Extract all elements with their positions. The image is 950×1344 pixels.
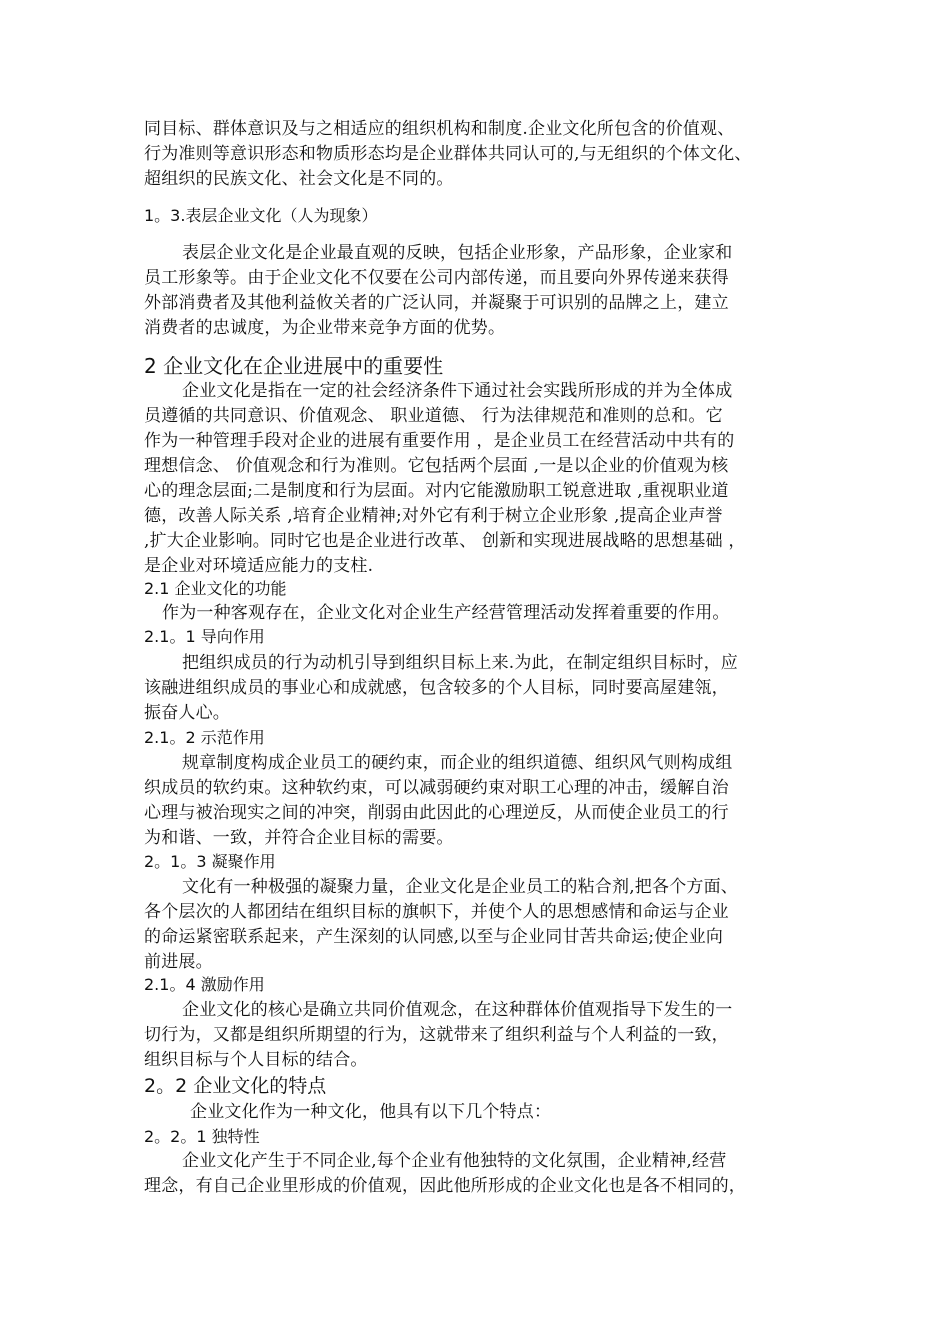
- text-line: 行为准则等意识形态和物质形态均是企业群体共同认可的,与无组织的个体文化、: [144, 144, 752, 164]
- text-line: 企业文化产生于不同企业,每个企业有他独特的文化氛围，企业精神,经营: [182, 1151, 727, 1171]
- text-line: 切行为，又都是组织所期望的行为，这就带来了组织利益与个人利益的一致，: [144, 1025, 729, 1045]
- text-line: 企业文化的核心是确立共同价值观念，在这种群体价值观指导下发生的一: [182, 1000, 733, 1020]
- text-line: 同目标、群体意识及与之相适应的组织机构和制度.企业文化所包含的价值观、: [144, 119, 735, 139]
- text-line: 外部消费者及其他利益攸关者的广泛认同，并凝聚于可识别的品牌之上，建立: [144, 293, 729, 313]
- text-line: 该融进组织成员的事业心和成就感，包含较多的个人目标，同时要高屋建瓴，: [144, 678, 729, 698]
- text-line: 超组织的民族文化、社会文化是不同的。: [144, 169, 454, 189]
- text-line: 消费者的忠诚度，为企业带来竞争方面的优势。: [144, 318, 506, 338]
- text-line: 各个层次的人都团结在组织目标的旗帜下，并使个人的思想感情和命运与企业: [144, 902, 729, 922]
- heading-2-1-2: 2.1。2 示范作用: [144, 728, 265, 747]
- text-line: 员遵循的共同意识、价值观念、 职业道德、 行为法律规范和准则的总和。它: [144, 406, 723, 426]
- text-line: 表层企业文化是企业最直观的反映，包括企业形象，产品形象，企业家和: [182, 243, 733, 263]
- text-line: 织成员的软约束。这种软约束，可以减弱硬约束对职工心理的冲击，缓解自治: [144, 778, 729, 798]
- text-line: 心理与被治现实之间的冲突，削弱由此因此的心理逆反，从而使企业员工的行: [144, 803, 729, 823]
- text-line: 员工形象等。由于企业文化不仅要在公司内部传递，而且要向外界传递来获得: [144, 268, 729, 288]
- text-line: 规章制度构成企业员工的硬约束，而企业的组织道德、组织风气则构成组: [182, 753, 733, 773]
- heading-2-2-1: 2。2。1 独特性: [144, 1127, 260, 1146]
- text-line: 为和谐、一致，并符合企业目标的需要。: [144, 828, 454, 848]
- text-line: 是企业对环境适应能力的支柱.: [144, 556, 374, 576]
- text-line: 理想信念、 价值观念和行为准则。它包括两个层面 ,一是以企业的价值观为核: [144, 456, 729, 476]
- text-line: 企业文化作为一种文化，他具有以下几个特点：: [190, 1102, 552, 1122]
- text-line: 德，改善人际关系 ,培育企业精神;对外它有利于树立企业形象 ,提高企业声誉: [144, 506, 723, 526]
- text-line: 企业文化是指在一定的社会经济条件下通过社会实践所形成的并为全体成: [182, 381, 733, 401]
- heading-2-1-1: 2.1。1 导向作用: [144, 627, 265, 646]
- heading-2-1: 2.1 企业文化的功能: [144, 579, 287, 598]
- text-line: 前进展。: [144, 952, 213, 972]
- text-line: 的命运紧密联系起来，产生深刻的认同感,以至与企业同甘苦共命运;使企业向: [144, 927, 724, 947]
- text-line: 把组织成员的行为动机引导到组织目标上来.为此，在制定组织目标时，应: [182, 653, 739, 673]
- text-line: 理念，有自己企业里形成的价值观，因此他所形成的企业文化也是各不相同的，: [144, 1176, 746, 1196]
- text-line: 作为一种客观存在，企业文化对企业生产经营管理活动发挥着重要的作用。: [162, 603, 730, 623]
- heading-2: 2 企业文化在企业进展中的重要性: [144, 354, 444, 378]
- heading-2-1-4: 2.1。4 激励作用: [144, 975, 265, 994]
- text-line: 组织目标与个人目标的结合。: [144, 1050, 368, 1070]
- heading-2-2: 2。2 企业文化的特点: [144, 1075, 327, 1097]
- text-line: 振奋人心。: [144, 703, 230, 723]
- text-line: ,扩大企业影响。同时它也是企业进行改革、 创新和实现进展战略的思想基础 ，: [144, 531, 746, 551]
- text-line: 文化有一种极强的凝聚力量，企业文化是企业员工的粘合剂,把各个方面、: [182, 877, 739, 897]
- heading-1-3: 1。3.表层企业文化（人为现象）: [144, 206, 378, 225]
- text-line: 作为一种管理手段对企业的进展有重要作用 ，是企业员工在经营活动中共有的: [144, 431, 735, 451]
- heading-2-1-3: 2。1。3 凝聚作用: [144, 852, 276, 871]
- text-line: 心的理念层面;二是制度和行为层面。对内它能激励职工锐意进取 ,重视职业道: [144, 481, 729, 501]
